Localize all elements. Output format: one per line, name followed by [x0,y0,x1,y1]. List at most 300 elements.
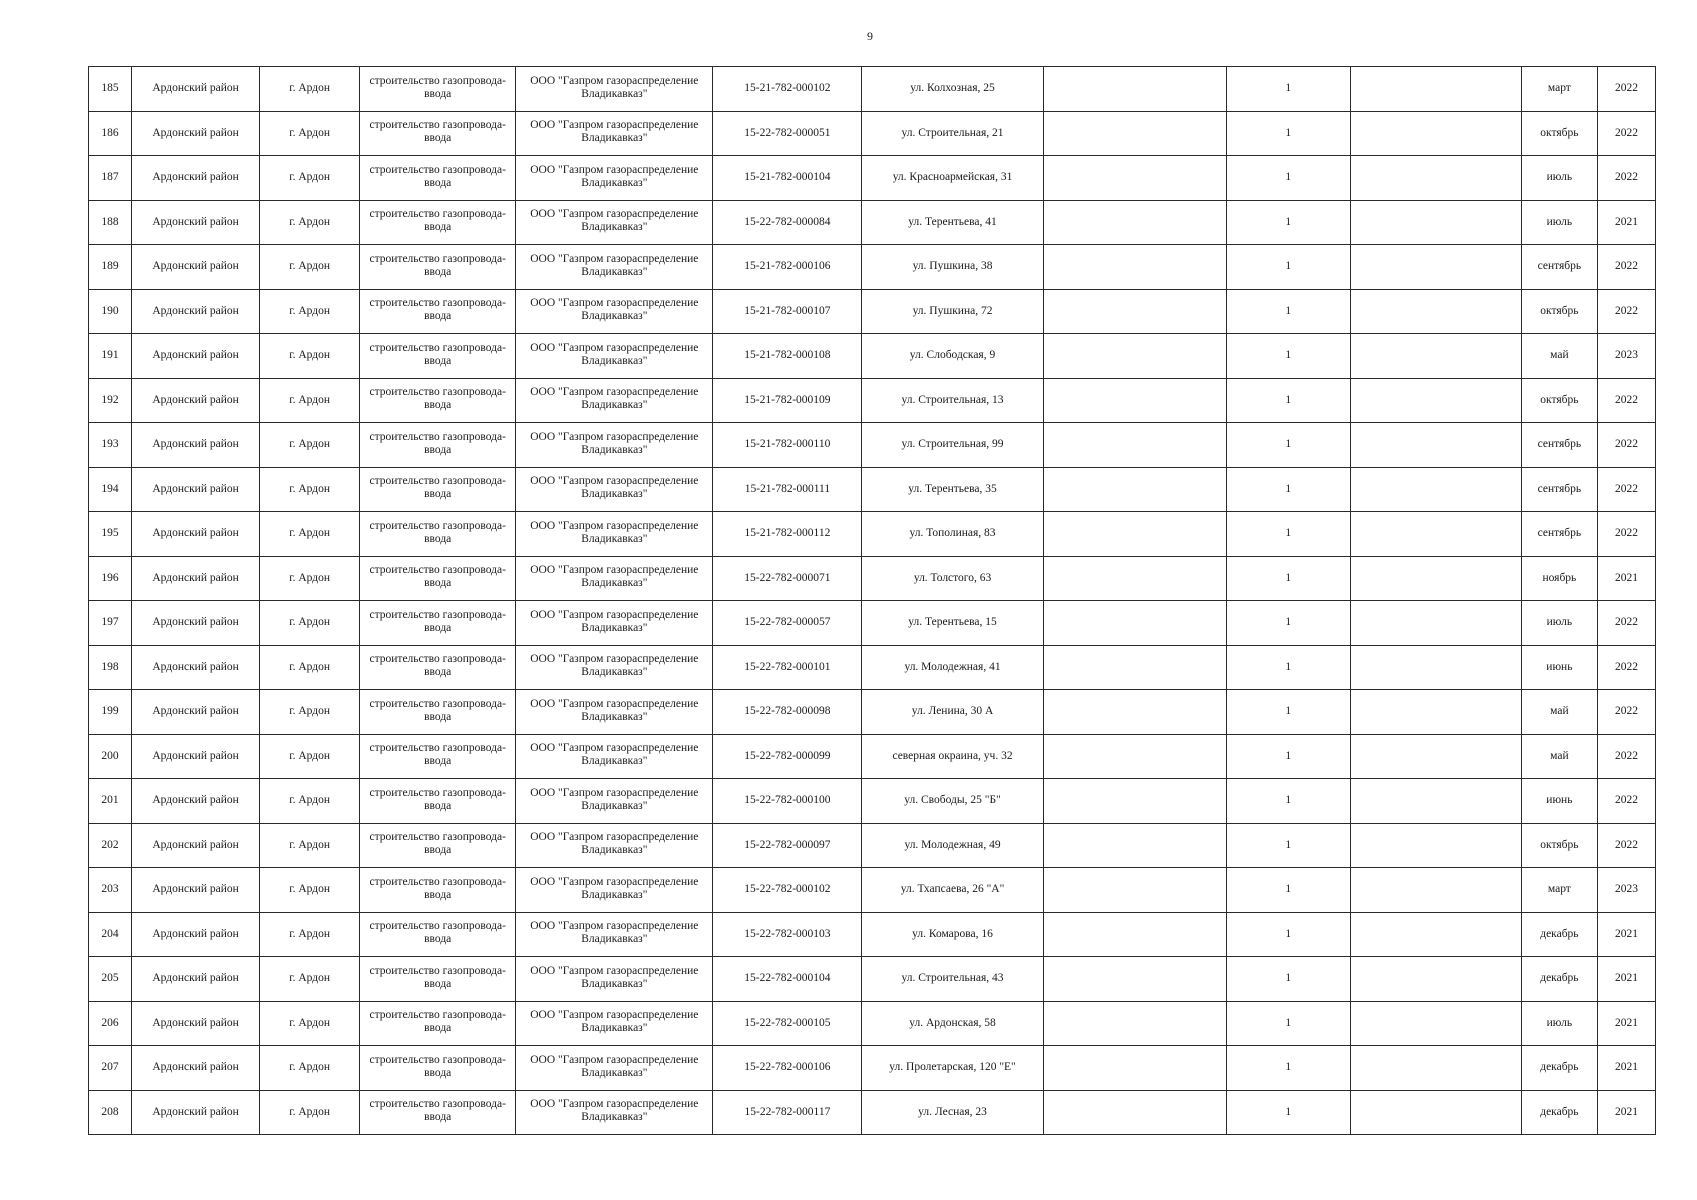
work-type-cell [360,245,516,290]
empty-cell [1043,67,1226,112]
empty-cell [1350,1090,1521,1135]
object-code-cell: 15-21-782-000102 [713,67,862,112]
year-cell: 2021 [1597,1090,1655,1135]
work-type-cell-text: строительство газопровода-ввода [369,74,506,100]
city-cell: г. Ардон [260,868,360,913]
registry-body [89,67,1656,1135]
empty-cell [1043,779,1226,824]
empty-cell [1350,378,1521,423]
empty-cell [1043,601,1226,646]
object-code-cell: 15-21-782-000106 [713,245,862,290]
table-row [89,1046,1656,1091]
work-type-cell-text: строительство газопровода-ввода [369,1009,506,1035]
address-cell: северная окраина, уч. 32 [862,734,1043,779]
district-cell: Ардонский район [132,823,260,868]
empty-cell [1350,645,1521,690]
organization-cell-text: ООО "Газпром газораспределение Владикавказ" [530,1009,699,1035]
object-code-cell: 15-21-782-000104 [713,156,862,201]
row-number-cell: 191 [89,334,132,379]
city-cell: г. Ардон [260,645,360,690]
table-row [89,912,1656,957]
work-type-cell-text: строительство газопровода-ввода [369,475,506,501]
work-type-cell [360,823,516,868]
year-cell: 2022 [1597,779,1655,824]
address-cell: ул. Пролетарская, 120 "Е" [862,1046,1043,1091]
organization-cell-text: ООО "Газпром газораспределение Владикавказ" [530,297,699,323]
work-type-cell [360,645,516,690]
row-number-cell: 203 [89,868,132,913]
work-type-cell [360,334,516,379]
table-row [89,334,1656,379]
organization-cell [516,378,713,423]
year-cell: 2022 [1597,601,1655,646]
address-cell: ул. Колхозная, 25 [862,67,1043,112]
work-type-cell-text: строительство газопровода-ввода [369,697,506,723]
empty-cell [1043,245,1226,290]
month-cell: декабрь [1521,1046,1597,1091]
address-cell: ул. Комарова, 16 [862,912,1043,957]
empty-cell [1350,556,1521,601]
quantity-cell: 1 [1226,67,1350,112]
city-cell: г. Ардон [260,156,360,201]
organization-cell-text: ООО "Газпром газораспределение Владикавказ" [530,1098,699,1124]
organization-cell-text: ООО "Газпром газораспределение Владикавказ" [530,964,699,990]
work-type-cell [360,556,516,601]
quantity-cell: 1 [1226,868,1350,913]
month-cell: июль [1521,1001,1597,1046]
row-number-cell: 201 [89,779,132,824]
work-type-cell [360,423,516,468]
object-code-cell: 15-22-782-000101 [713,645,862,690]
organization-cell-text: ООО "Газпром газораспределение Владикавказ" [530,920,699,946]
address-cell: ул. Ардонская, 58 [862,1001,1043,1046]
quantity-cell: 1 [1226,601,1350,646]
object-code-cell: 15-22-782-000106 [713,1046,862,1091]
district-cell: Ардонский район [132,957,260,1002]
district-cell: Ардонский район [132,423,260,468]
object-code-cell: 15-22-782-000117 [713,1090,862,1135]
quantity-cell: 1 [1226,1046,1350,1091]
work-type-cell [360,601,516,646]
empty-cell [1350,601,1521,646]
city-cell: г. Ардон [260,111,360,156]
organization-cell-text: ООО "Газпром газораспределение Владикавказ" [530,430,699,456]
object-code-cell: 15-21-782-000112 [713,512,862,557]
month-cell: сентябрь [1521,512,1597,557]
work-type-cell-text: строительство газопровода-ввода [369,297,506,323]
month-cell: июль [1521,601,1597,646]
empty-cell [1043,823,1226,868]
year-cell: 2022 [1597,245,1655,290]
year-cell: 2022 [1597,67,1655,112]
district-cell: Ардонский район [132,378,260,423]
quantity-cell: 1 [1226,334,1350,379]
city-cell: г. Ардон [260,1046,360,1091]
month-cell: июнь [1521,779,1597,824]
address-cell: ул. Пушкина, 72 [862,289,1043,334]
district-cell: Ардонский район [132,200,260,245]
row-number-cell: 190 [89,289,132,334]
row-number-cell: 196 [89,556,132,601]
empty-cell [1043,957,1226,1002]
work-type-cell [360,289,516,334]
row-number-cell: 208 [89,1090,132,1135]
district-cell: Ардонский район [132,289,260,334]
district-cell: Ардонский район [132,156,260,201]
quantity-cell: 1 [1226,378,1350,423]
address-cell: ул. Строительная, 43 [862,957,1043,1002]
work-type-cell-text: строительство газопровода-ввода [369,386,506,412]
organization-cell [516,690,713,735]
empty-cell [1350,690,1521,735]
quantity-cell: 1 [1226,556,1350,601]
address-cell: ул. Строительная, 21 [862,111,1043,156]
address-cell: ул. Тхапсаева, 26 "А" [862,868,1043,913]
address-cell: ул. Тополиная, 83 [862,512,1043,557]
organization-cell [516,868,713,913]
empty-cell [1350,67,1521,112]
address-cell: ул. Терентьева, 41 [862,200,1043,245]
organization-cell [516,156,713,201]
work-type-cell [360,200,516,245]
organization-cell-text: ООО "Газпром газораспределение Владикавказ" [530,742,699,768]
work-type-cell [360,378,516,423]
work-type-cell [360,467,516,512]
work-type-cell-text: строительство газопровода-ввода [369,1098,506,1124]
empty-cell [1043,156,1226,201]
year-cell: 2022 [1597,645,1655,690]
organization-cell-text: ООО "Газпром газораспределение Владикавказ" [530,1053,699,1079]
row-number-cell: 189 [89,245,132,290]
month-cell: сентябрь [1521,423,1597,468]
work-type-cell [360,912,516,957]
table-row [89,957,1656,1002]
city-cell: г. Ардон [260,912,360,957]
empty-cell [1043,111,1226,156]
work-type-cell [360,1090,516,1135]
row-number-cell: 202 [89,823,132,868]
district-cell: Ардонский район [132,690,260,735]
quantity-cell: 1 [1226,512,1350,557]
table-row [89,779,1656,824]
quantity-cell: 1 [1226,423,1350,468]
work-type-cell-text: строительство газопровода-ввода [369,341,506,367]
address-cell: ул. Строительная, 13 [862,378,1043,423]
empty-cell [1350,200,1521,245]
year-cell: 2022 [1597,823,1655,868]
year-cell: 2022 [1597,467,1655,512]
row-number-cell: 199 [89,690,132,735]
table-row [89,823,1656,868]
empty-cell [1350,289,1521,334]
organization-cell-text: ООО "Газпром газораспределение Владикавказ" [530,697,699,723]
object-code-cell: 15-21-782-000111 [713,467,862,512]
object-code-cell: 15-21-782-000110 [713,423,862,468]
year-cell: 2022 [1597,423,1655,468]
quantity-cell: 1 [1226,156,1350,201]
organization-cell [516,423,713,468]
work-type-cell-text: строительство газопровода-ввода [369,430,506,456]
table-row [89,200,1656,245]
year-cell: 2022 [1597,512,1655,557]
address-cell: ул. Красноармейская, 31 [862,156,1043,201]
organization-cell [516,1090,713,1135]
object-code-cell: 15-22-782-000103 [713,912,862,957]
year-cell: 2021 [1597,957,1655,1002]
organization-cell [516,779,713,824]
district-cell: Ардонский район [132,512,260,557]
empty-cell [1043,556,1226,601]
organization-cell [516,1046,713,1091]
work-type-cell-text: строительство газопровода-ввода [369,163,506,189]
year-cell: 2022 [1597,690,1655,735]
object-code-cell: 15-22-782-000057 [713,601,862,646]
work-type-cell-text: строительство газопровода-ввода [369,252,506,278]
row-number-cell: 187 [89,156,132,201]
object-code-cell: 15-21-782-000108 [713,334,862,379]
row-number-cell: 206 [89,1001,132,1046]
row-number-cell: 198 [89,645,132,690]
organization-cell [516,734,713,779]
page-number: 9 [867,29,873,43]
district-cell: Ардонский район [132,779,260,824]
year-cell: 2022 [1597,289,1655,334]
year-cell: 2023 [1597,334,1655,379]
quantity-cell: 1 [1226,734,1350,779]
empty-cell [1043,1046,1226,1091]
empty-cell [1350,779,1521,824]
city-cell: г. Ардон [260,1090,360,1135]
organization-cell [516,467,713,512]
month-cell: ноябрь [1521,556,1597,601]
quantity-cell: 1 [1226,245,1350,290]
empty-cell [1350,823,1521,868]
row-number-cell: 207 [89,1046,132,1091]
month-cell: декабрь [1521,912,1597,957]
empty-cell [1350,957,1521,1002]
organization-cell [516,823,713,868]
city-cell: г. Ардон [260,334,360,379]
object-code-cell: 15-21-782-000109 [713,378,862,423]
empty-cell [1043,1090,1226,1135]
city-cell: г. Ардон [260,67,360,112]
quantity-cell: 1 [1226,645,1350,690]
district-cell: Ардонский район [132,645,260,690]
object-code-cell: 15-22-782-000100 [713,779,862,824]
organization-cell-text: ООО "Газпром газораспределение Владикавказ" [530,163,699,189]
empty-cell [1043,467,1226,512]
city-cell: г. Ардон [260,823,360,868]
work-type-cell-text: строительство газопровода-ввода [369,564,506,590]
work-type-cell [360,1046,516,1091]
work-type-cell-text: строительство газопровода-ввода [369,653,506,679]
city-cell: г. Ардон [260,779,360,824]
organization-cell-text: ООО "Газпром газораспределение Владикавказ" [530,74,699,100]
work-type-cell-text: строительство газопровода-ввода [369,119,506,145]
city-cell: г. Ардон [260,378,360,423]
city-cell: г. Ардон [260,690,360,735]
object-code-cell: 15-22-782-000098 [713,690,862,735]
district-cell: Ардонский район [132,1046,260,1091]
address-cell: ул. Пушкина, 38 [862,245,1043,290]
month-cell: октябрь [1521,289,1597,334]
quantity-cell: 1 [1226,912,1350,957]
month-cell: май [1521,690,1597,735]
object-code-cell: 15-22-782-000097 [713,823,862,868]
district-cell: Ардонский район [132,1090,260,1135]
row-number-cell: 204 [89,912,132,957]
organization-cell [516,289,713,334]
month-cell: декабрь [1521,957,1597,1002]
city-cell: г. Ардон [260,245,360,290]
district-cell: Ардонский район [132,734,260,779]
table-row [89,645,1656,690]
table-row [89,67,1656,112]
row-number-cell: 205 [89,957,132,1002]
work-type-cell [360,779,516,824]
organization-cell-text: ООО "Газпром газораспределение Владикавказ" [530,608,699,634]
organization-cell-text: ООО "Газпром газораспределение Владикавказ" [530,519,699,545]
work-type-cell-text: строительство газопровода-ввода [369,519,506,545]
empty-cell [1043,289,1226,334]
address-cell: ул. Толстого, 63 [862,556,1043,601]
work-type-cell [360,690,516,735]
organization-cell-text: ООО "Газпром газораспределение Владикавказ" [530,386,699,412]
work-type-cell [360,512,516,557]
row-number-cell: 193 [89,423,132,468]
object-code-cell: 15-22-782-000051 [713,111,862,156]
empty-cell [1350,1046,1521,1091]
year-cell: 2022 [1597,156,1655,201]
table-row [89,156,1656,201]
table-row [89,245,1656,290]
year-cell: 2021 [1597,200,1655,245]
organization-cell-text: ООО "Газпром газораспределение Владикавказ" [530,831,699,857]
empty-cell [1350,912,1521,957]
empty-cell [1043,1001,1226,1046]
organization-cell-text: ООО "Газпром газораспределение Владикавказ" [530,341,699,367]
work-type-cell-text: строительство газопровода-ввода [369,786,506,812]
work-type-cell-text: строительство газопровода-ввода [369,920,506,946]
month-cell: март [1521,67,1597,112]
table-row [89,289,1656,334]
empty-cell [1043,334,1226,379]
work-type-cell-text: строительство газопровода-ввода [369,608,506,634]
quantity-cell: 1 [1226,289,1350,334]
year-cell: 2021 [1597,1046,1655,1091]
month-cell: май [1521,734,1597,779]
work-type-cell-text: строительство газопровода-ввода [369,831,506,857]
table-row [89,423,1656,468]
work-type-cell-text: строительство газопровода-ввода [369,742,506,768]
work-type-cell-text: строительство газопровода-ввода [369,964,506,990]
empty-cell [1043,690,1226,735]
city-cell: г. Ардон [260,200,360,245]
empty-cell [1043,200,1226,245]
quantity-cell: 1 [1226,779,1350,824]
city-cell: г. Ардон [260,957,360,1002]
month-cell: июль [1521,200,1597,245]
year-cell: 2021 [1597,1001,1655,1046]
organization-cell-text: ООО "Газпром газораспределение Владикавказ" [530,875,699,901]
quantity-cell: 1 [1226,1090,1350,1135]
month-cell: март [1521,868,1597,913]
city-cell: г. Ардон [260,734,360,779]
city-cell: г. Ардон [260,512,360,557]
city-cell: г. Ардон [260,556,360,601]
empty-cell [1350,334,1521,379]
year-cell: 2021 [1597,556,1655,601]
table-row [89,601,1656,646]
object-code-cell: 15-22-782-000105 [713,1001,862,1046]
year-cell: 2022 [1597,734,1655,779]
object-code-cell: 15-22-782-000104 [713,957,862,1002]
table-row [89,556,1656,601]
quantity-cell: 1 [1226,690,1350,735]
organization-cell-text: ООО "Газпром газораспределение Владикавказ" [530,208,699,234]
quantity-cell: 1 [1226,1001,1350,1046]
row-number-cell: 194 [89,467,132,512]
work-type-cell [360,868,516,913]
table-row [89,734,1656,779]
organization-cell-text: ООО "Газпром газораспределение Владикавказ" [530,564,699,590]
work-type-cell [360,67,516,112]
address-cell: ул. Молодежная, 41 [862,645,1043,690]
address-cell: ул. Терентьева, 15 [862,601,1043,646]
row-number-cell: 186 [89,111,132,156]
empty-cell [1350,111,1521,156]
address-cell: ул. Лесная, 23 [862,1090,1043,1135]
empty-cell [1043,868,1226,913]
city-cell: г. Ардон [260,467,360,512]
month-cell: сентябрь [1521,467,1597,512]
month-cell: октябрь [1521,111,1597,156]
row-number-cell: 192 [89,378,132,423]
city-cell: г. Ардон [260,423,360,468]
organization-cell [516,512,713,557]
district-cell: Ардонский район [132,245,260,290]
object-code-cell: 15-21-782-000107 [713,289,862,334]
address-cell: ул. Строительная, 99 [862,423,1043,468]
row-number-cell: 197 [89,601,132,646]
month-cell: май [1521,334,1597,379]
work-type-cell-text: строительство газопровода-ввода [369,1053,506,1079]
year-cell: 2022 [1597,111,1655,156]
month-cell: сентябрь [1521,245,1597,290]
city-cell: г. Ардон [260,601,360,646]
organization-cell [516,67,713,112]
quantity-cell: 1 [1226,957,1350,1002]
empty-cell [1350,467,1521,512]
district-cell: Ардонский район [132,467,260,512]
empty-cell [1043,423,1226,468]
district-cell: Ардонский район [132,67,260,112]
quantity-cell: 1 [1226,467,1350,512]
district-cell: Ардонский район [132,556,260,601]
table-row [89,690,1656,735]
organization-cell [516,912,713,957]
table-row [89,111,1656,156]
empty-cell [1043,912,1226,957]
city-cell: г. Ардон [260,1001,360,1046]
district-cell: Ардонский район [132,1001,260,1046]
address-cell: ул. Терентьева, 35 [862,467,1043,512]
district-cell: Ардонский район [132,868,260,913]
organization-cell [516,957,713,1002]
empty-cell [1043,734,1226,779]
address-cell: ул. Слободская, 9 [862,334,1043,379]
address-cell: ул. Ленина, 30 А [862,690,1043,735]
